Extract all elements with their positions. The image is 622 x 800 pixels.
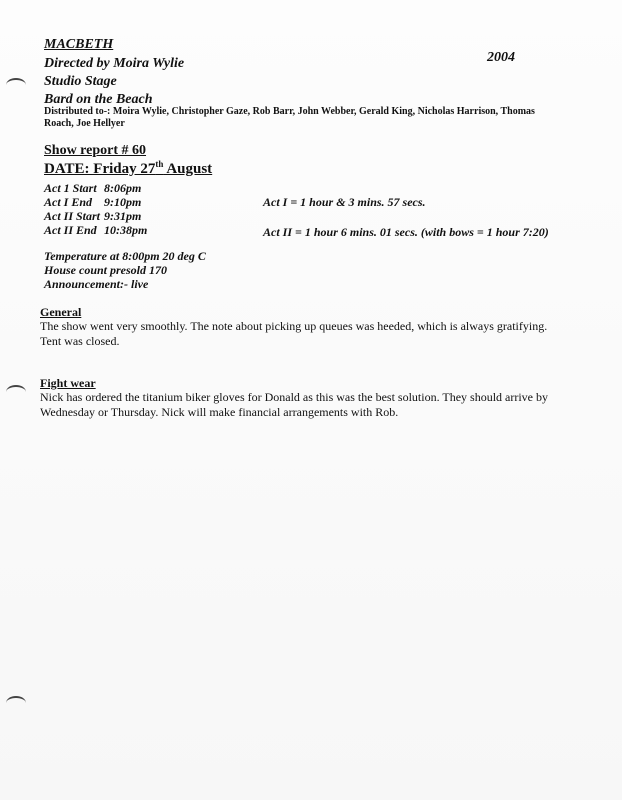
company-name: Bard on the Beach xyxy=(44,92,153,107)
time-label: Act II End xyxy=(44,223,97,237)
house-count-line: House count presold 170 xyxy=(44,263,168,277)
time-row xyxy=(44,181,141,196)
temperature-line: Temperature at 8:00pm 20 deg C xyxy=(44,249,206,263)
distribution-list: Distributed to-: Moira Wylie, Christopher Gaze, Rob Barr, John Webber, Gerald King, Nicholas Harrison, Thomas Roach, Joe Hellyer xyxy=(44,106,535,129)
act2-duration: Act II = 1 hour 6 mins. 01 secs. (with bows = 1 hour 7:20) xyxy=(263,225,549,239)
date-prefix: DATE: Friday 27 xyxy=(44,161,156,177)
general-heading: General xyxy=(40,305,82,319)
time-row xyxy=(44,223,147,238)
act1-duration: Act I = 1 hour & 3 mins. 57 secs. xyxy=(263,195,426,209)
time-label: Act II Start xyxy=(44,209,101,223)
punch-hole-mark xyxy=(6,385,26,399)
show-date xyxy=(44,159,212,178)
punch-hole-mark xyxy=(6,78,26,92)
date-ordinal-suffix: th xyxy=(155,159,164,169)
punch-hole-mark xyxy=(6,696,26,710)
time-row xyxy=(44,209,141,224)
play-title: MACBETH xyxy=(44,37,114,52)
time-row xyxy=(44,195,141,210)
general-text: The show went very smoothly. The note about picking up queues was heeded, which is always gratifying. Tent was closed. xyxy=(40,319,548,348)
date-month: August xyxy=(163,161,213,177)
report-year: 2004 xyxy=(487,50,515,65)
time-value: 9:10pm xyxy=(104,195,142,209)
fight-wear-text: Nick has ordered the titanium biker gloves for Donald as this was the best solution. They should arrive by Wednesday or Thursday. Nick will make financial arrangements with Rob. xyxy=(40,390,549,419)
time-value: 8:06pm xyxy=(104,181,142,195)
announcement-line: Announcement:- live xyxy=(44,277,149,291)
time-value: 9:31pm xyxy=(104,209,142,223)
director-line: Directed by Moira Wylie xyxy=(44,56,185,71)
time-label: Act I End xyxy=(44,195,93,209)
time-label: Act 1 Start xyxy=(44,181,97,195)
stage-name: Studio Stage xyxy=(44,74,117,89)
fight-wear-heading: Fight wear xyxy=(40,376,96,390)
show-report-number: Show report # 60 xyxy=(44,143,147,158)
time-value: 10:38pm xyxy=(104,223,148,237)
